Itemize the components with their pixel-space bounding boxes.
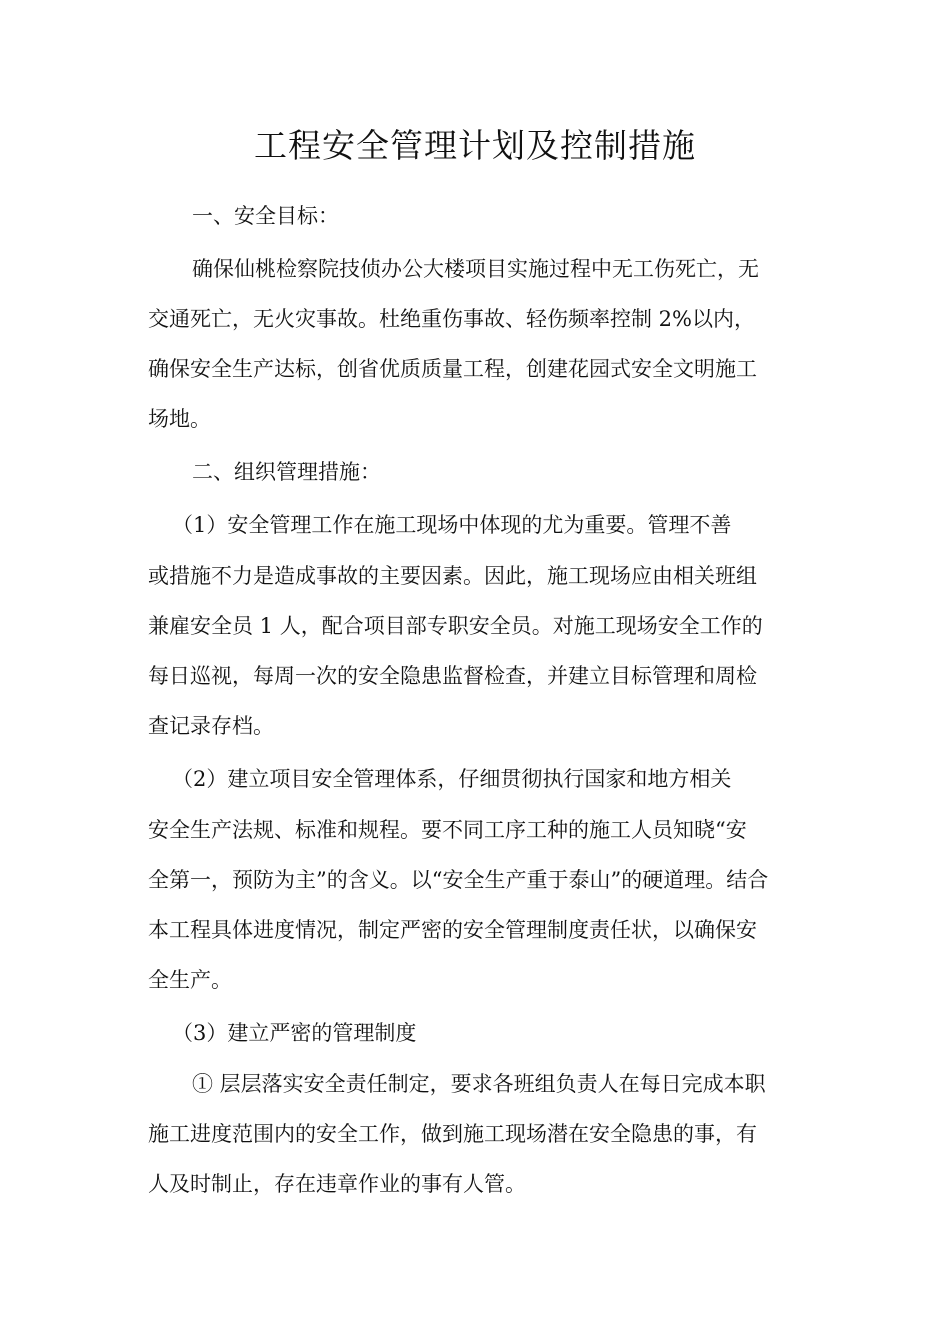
paragraph-line: （2）建立项目安全管理体系，仔细贯彻执行国家和地方相关 [172,767,732,791]
paragraph-line: 确保安全生产达标，创省优质质量工程，创建花园式安全文明施工 [148,357,757,381]
section-heading-safety-goals: 一、安全目标： [192,204,339,228]
paragraph-line: （1）安全管理工作在施工现场中体现的尤为重要。管理不善 [172,513,732,537]
paragraph-line: 全第一，预防为主”的含义。以“安全生产重于泰山”的硬道理。结合 [148,868,769,892]
subsection-heading: （3）建立严密的管理制度 [172,1021,417,1045]
paragraph-line: 施工进度范围内的安全工作，做到施工现场潜在安全隐患的事，有 [148,1122,757,1146]
paragraph-line: 交通死亡，无火灾事故。杜绝重伤事故、轻伤频率控制 2%以内， [148,307,755,331]
paragraph-line: 全生产。 [148,968,232,992]
paragraph-line: 安全生产法规、标准和规程。要不同工序工种的施工人员知晓“安 [148,818,747,842]
paragraph-line: 或措施不力是造成事故的主要因素。因此，施工现场应由相关班组 [148,564,757,588]
paragraph-line: 查记录存档。 [148,714,274,738]
paragraph-line: ① 层层落实安全责任制定，要求各班组负责人在每日完成本职 [192,1072,766,1096]
paragraph-line: 确保仙桃检察院技侦办公大楼项目实施过程中无工伤死亡，无 [192,257,759,281]
paragraph-line: 每日巡视，每周一次的安全隐患监督检查，并建立目标管理和周检 [148,664,757,688]
paragraph-line: 兼雇安全员 1 人，配合项目部专职安全员。对施工现场安全工作的 [148,614,763,638]
document-title: 工程安全管理计划及控制措施 [254,126,696,165]
paragraph-line: 本工程具体进度情况，制定严密的安全管理制度责任状，以确保安 [148,918,757,942]
paragraph-line: 场地。 [148,407,211,431]
section-heading-organizational-measures: 二、组织管理措施： [192,460,381,484]
paragraph-line: 人及时制止，存在违章作业的事有人管。 [148,1172,526,1196]
